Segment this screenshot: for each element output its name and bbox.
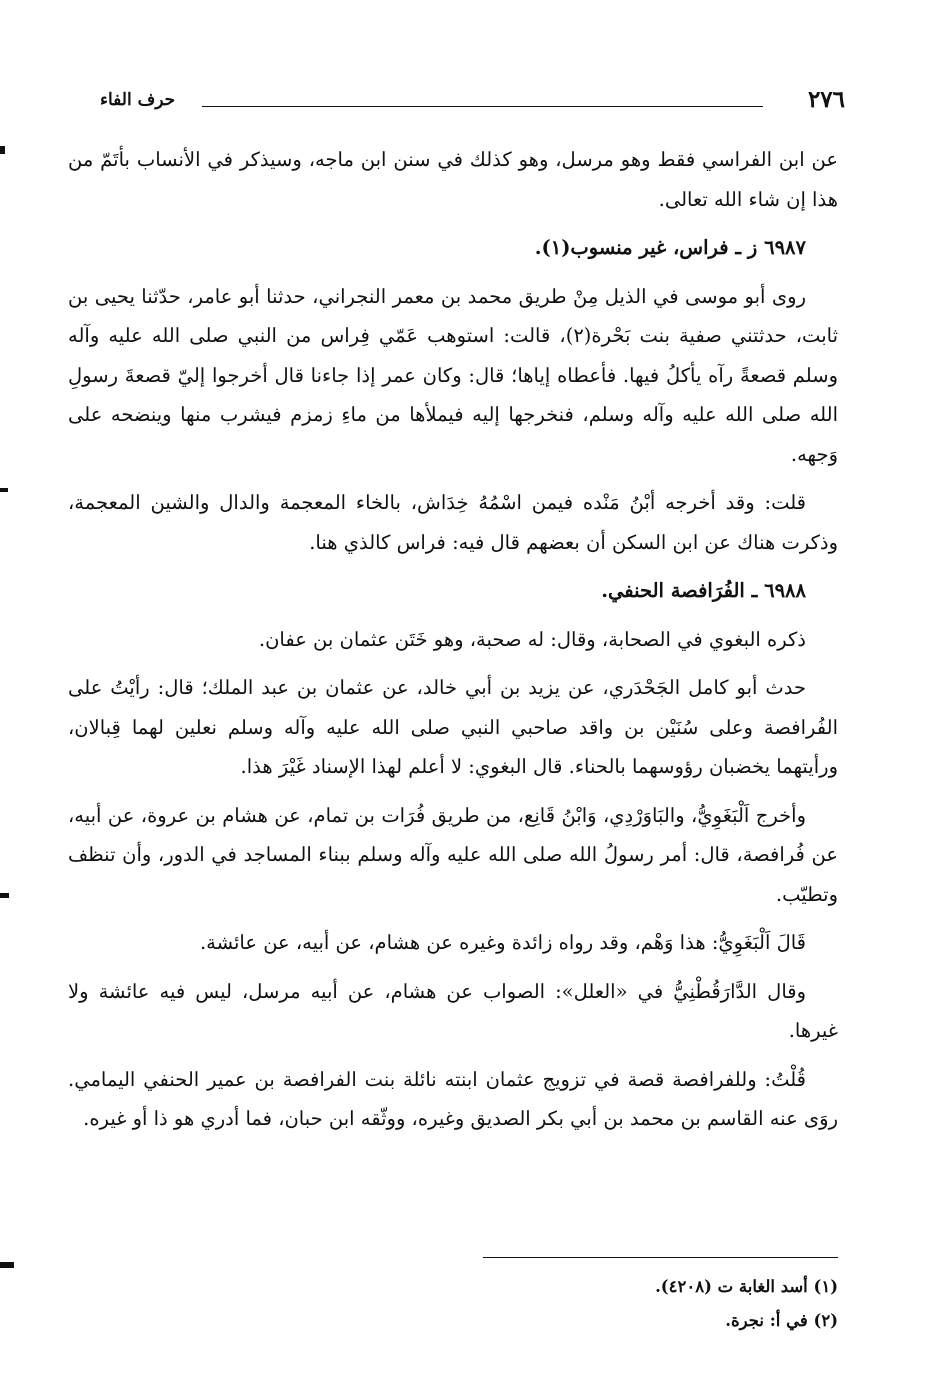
page-number: ٢٧٦ bbox=[807, 86, 845, 113]
entry-heading-6987: ٦٩٨٧ ز ـ فراس، غير منسوب(١). bbox=[534, 236, 806, 259]
scan-edge-mark bbox=[0, 488, 8, 492]
paragraph-daraqutni: وقال الدَّارَقُطْنِيُّ في «العلل»: الصواب عن هشام، عن أبيه مرسل، ليس فيه عائشة ولا غيرها. bbox=[68, 979, 838, 1042]
entry-heading-6988: ٦٩٨٨ ـ الفُرَافصة الحنفي. bbox=[601, 579, 806, 602]
footnote-2: (٢) في أ: نجرة. bbox=[725, 1311, 838, 1330]
paragraph-baghawi: ذكره البغوي في الصحابة، وقال: له صحبة، وهو خَتَن عثمان بن عفان. bbox=[258, 627, 806, 651]
scan-edge-mark bbox=[0, 1262, 14, 1268]
paragraph-author-note: قلت: وقد أخرجه أبْنُ مَنْده فيمن اسْمُهُ خِدَاش، بالخاء المعجمة والدال والشين المعجمة، وذكرت هناك عن ابن السكن أن بعضهم قال فيه: فراس كالذي هنا. bbox=[68, 491, 838, 554]
page-header bbox=[100, 80, 845, 120]
scan-edge-mark bbox=[0, 893, 9, 898]
footnote-1: (١) أسد الغابة ت (٤٢٠٨). bbox=[655, 1277, 838, 1296]
header-rule bbox=[202, 106, 763, 107]
paragraph-continuation: عن ابن الفراسي فقط وهو مرسل، وهو كذلك في سنن ابن ماجه، وسيذكر في الأنساب بأتَمّ من هذا إن شاء الله تعالى. bbox=[68, 148, 838, 211]
paragraph-baghawi-critique: قَالَ اَلْبَغَوِيُّ: هذا وَهْم، وقد رواه زائدة وغيره عن هشام، عن أبيه، عن عائشة. bbox=[199, 931, 806, 954]
footnote-rule bbox=[483, 1257, 838, 1258]
paragraph-takhrij: وأخرج اَلْبَغَوِيُّ، والبَاوَرْدِي، وَابْنُ قَانِع، من طريق فُرَات بن تمام، عن هشام بن عروة، عن أبيه، عن فُرافصة، قال: أمر رسولُ الله صلى الله عليه وآله وسلم ببناء المساجد في الدور، وأن تنظف وتطيّب. bbox=[68, 803, 838, 906]
paragraph-hadith: حدث أبو كامل الجَحْدَري، عن يزيد بن أبي خالد، عن عثمان بن عبد الملك؛ قال: رأيْتُ على الفُرافصة وعلى سُنَيْن بن واقد صاحبي النبي صلى الله عليه وآله وسلم نعلين لهما قِبالان، ورأيتهما يخضبان رؤوسهما بالحناء. قال البغوي: لا أعلم لهذا الإسناد غَيْرَ هذا. bbox=[68, 676, 838, 778]
paragraph-narration: روى أبو موسى في الذيل مِنْ طريق محمد بن معمر النجراني، حدثنا أبو عامر، حدّثنا يحيى بن ثابت، حدثتني صفية بنت بَحْرة(٢)، قالت: استوهب عَمّي فِراس من النبي صلى الله عليه وآله وسلم قصعةً رآه يأكلُ فيها. فأعطاه إياها؛ قال: وكان عمر إذا جاءنا قال أخرجوا إليّ قصعةَ رسولِ الله صلى الله عليه وآله وسلم، فنخرجها إليه فيملأها من ماءِ زمزم فيشرب منها وينضحه على وَجهه. bbox=[68, 284, 838, 466]
running-title: حرف الفاء bbox=[100, 90, 176, 110]
page-body bbox=[68, 140, 838, 1148]
paragraph-author-remark: قُلْتُ: وللفرافصة قصة في تزويج عثمان ابنته نائلة بنت الفرافصة بن عمير الحنفي اليمامي. روَى عنه القاسم بن محمد بن أبي بكر الصديق وغيره، ووثّقه ابن حبان، فما أدري هو ذا أو غيره. bbox=[68, 1067, 838, 1130]
footnotes bbox=[68, 1257, 838, 1338]
scan-edge-mark bbox=[0, 146, 5, 154]
